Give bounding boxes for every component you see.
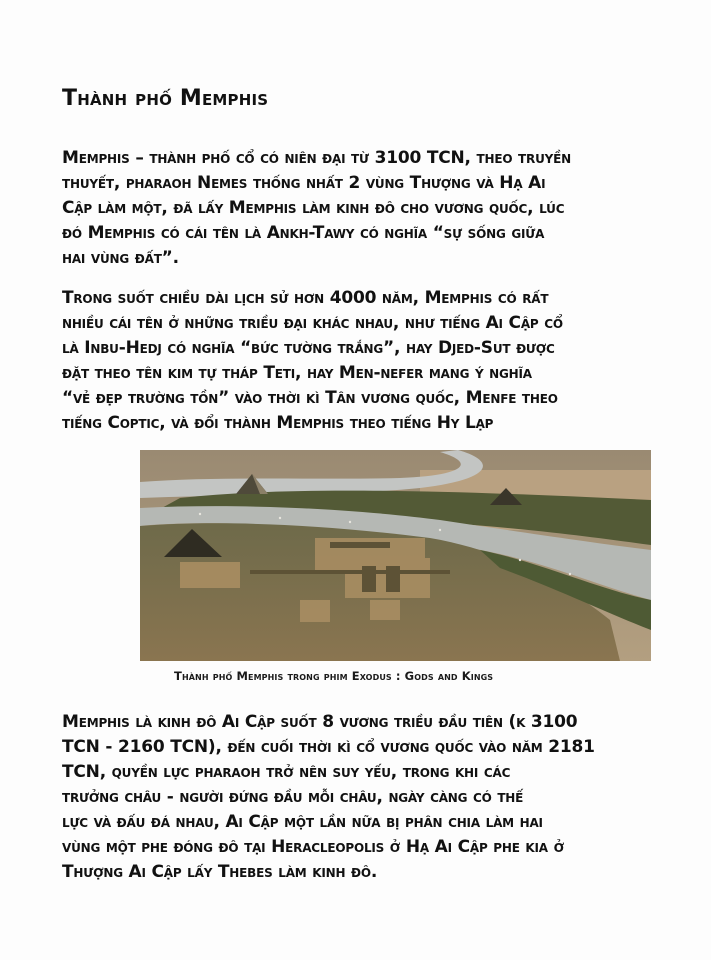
paragraph-line: tiếng Coptic, và đổi thành Memphis theo tiếng Hy Lạp: [62, 413, 494, 433]
paragraph-line: vùng một phe đóng đô tại Heracleopolis ở Hạ Ai Cập phe kia ở: [62, 837, 564, 857]
paragraph-line: hai vùng đất”.: [62, 248, 179, 268]
paragraph-line: đó Memphis có cái tên là Ankh-Tawy có nghĩa “sự sống giữa: [62, 223, 545, 243]
paragraph-line: lực và đấu đá nhau, Ai Cập một lần nữa bị phân chia làm hai: [62, 812, 543, 832]
paragraph-line: nhiều cái tên ở những triều đại khác nhau, như tiếng Ai Cập cổ: [62, 313, 563, 333]
paragraph-line: Memphis là kinh đô Ai Cập suốt 8 vương triều đầu tiên (k 3100: [62, 712, 578, 732]
image-caption: Thành phố Memphis trong phim Exodus : Gods and Kings: [174, 669, 494, 683]
paragraph-line: “vẻ đẹp trường tồn” vào thời kì Tân vương quốc, Menfe theo: [62, 388, 558, 408]
paragraph-line: Trong suốt chiều dài lịch sử hơn 4000 năm, Memphis có rất: [62, 288, 549, 308]
paragraph-line: trưởng châu - người đứng đầu mỗi châu, ngày càng có thế: [62, 787, 524, 807]
page-title: Thành phố Memphis: [62, 86, 269, 111]
paragraph-2: [62, 286, 682, 436]
paragraph-line: thuyết, pharaoh Nemes thống nhất 2 vùng Thượng và Hạ Ai: [62, 173, 546, 193]
paragraph-line: là Inbu-Hedj có nghĩa “bức tường trắng”, hay Djed-Sut được: [62, 338, 555, 358]
paragraph-line: Memphis – thành phố cổ có niên đại từ 3100 TCN, theo truyền: [62, 148, 571, 168]
paragraph-line: TCN - 2160 TCN), đến cuối thời kì cổ vương quốc vào năm 2181: [62, 737, 595, 757]
memphis-aerial-image: [140, 450, 651, 661]
city-illustration: [140, 450, 651, 661]
paragraph-line: Thượng Ai Cập lấy Thebes làm kinh đô.: [62, 862, 378, 882]
paragraph-3: [62, 710, 682, 885]
paragraph-line: Cập làm một, đã lấy Memphis làm kinh đô cho vương quốc, lúc: [62, 198, 565, 218]
paragraph-line: đặt theo tên kim tự tháp Teti, hay Men-nefer mang ý nghĩa: [62, 363, 532, 383]
paragraph-line: TCN, quyền lực pharaoh trở nên suy yếu, trong khi các: [62, 762, 511, 782]
paragraph-1: [62, 146, 682, 271]
